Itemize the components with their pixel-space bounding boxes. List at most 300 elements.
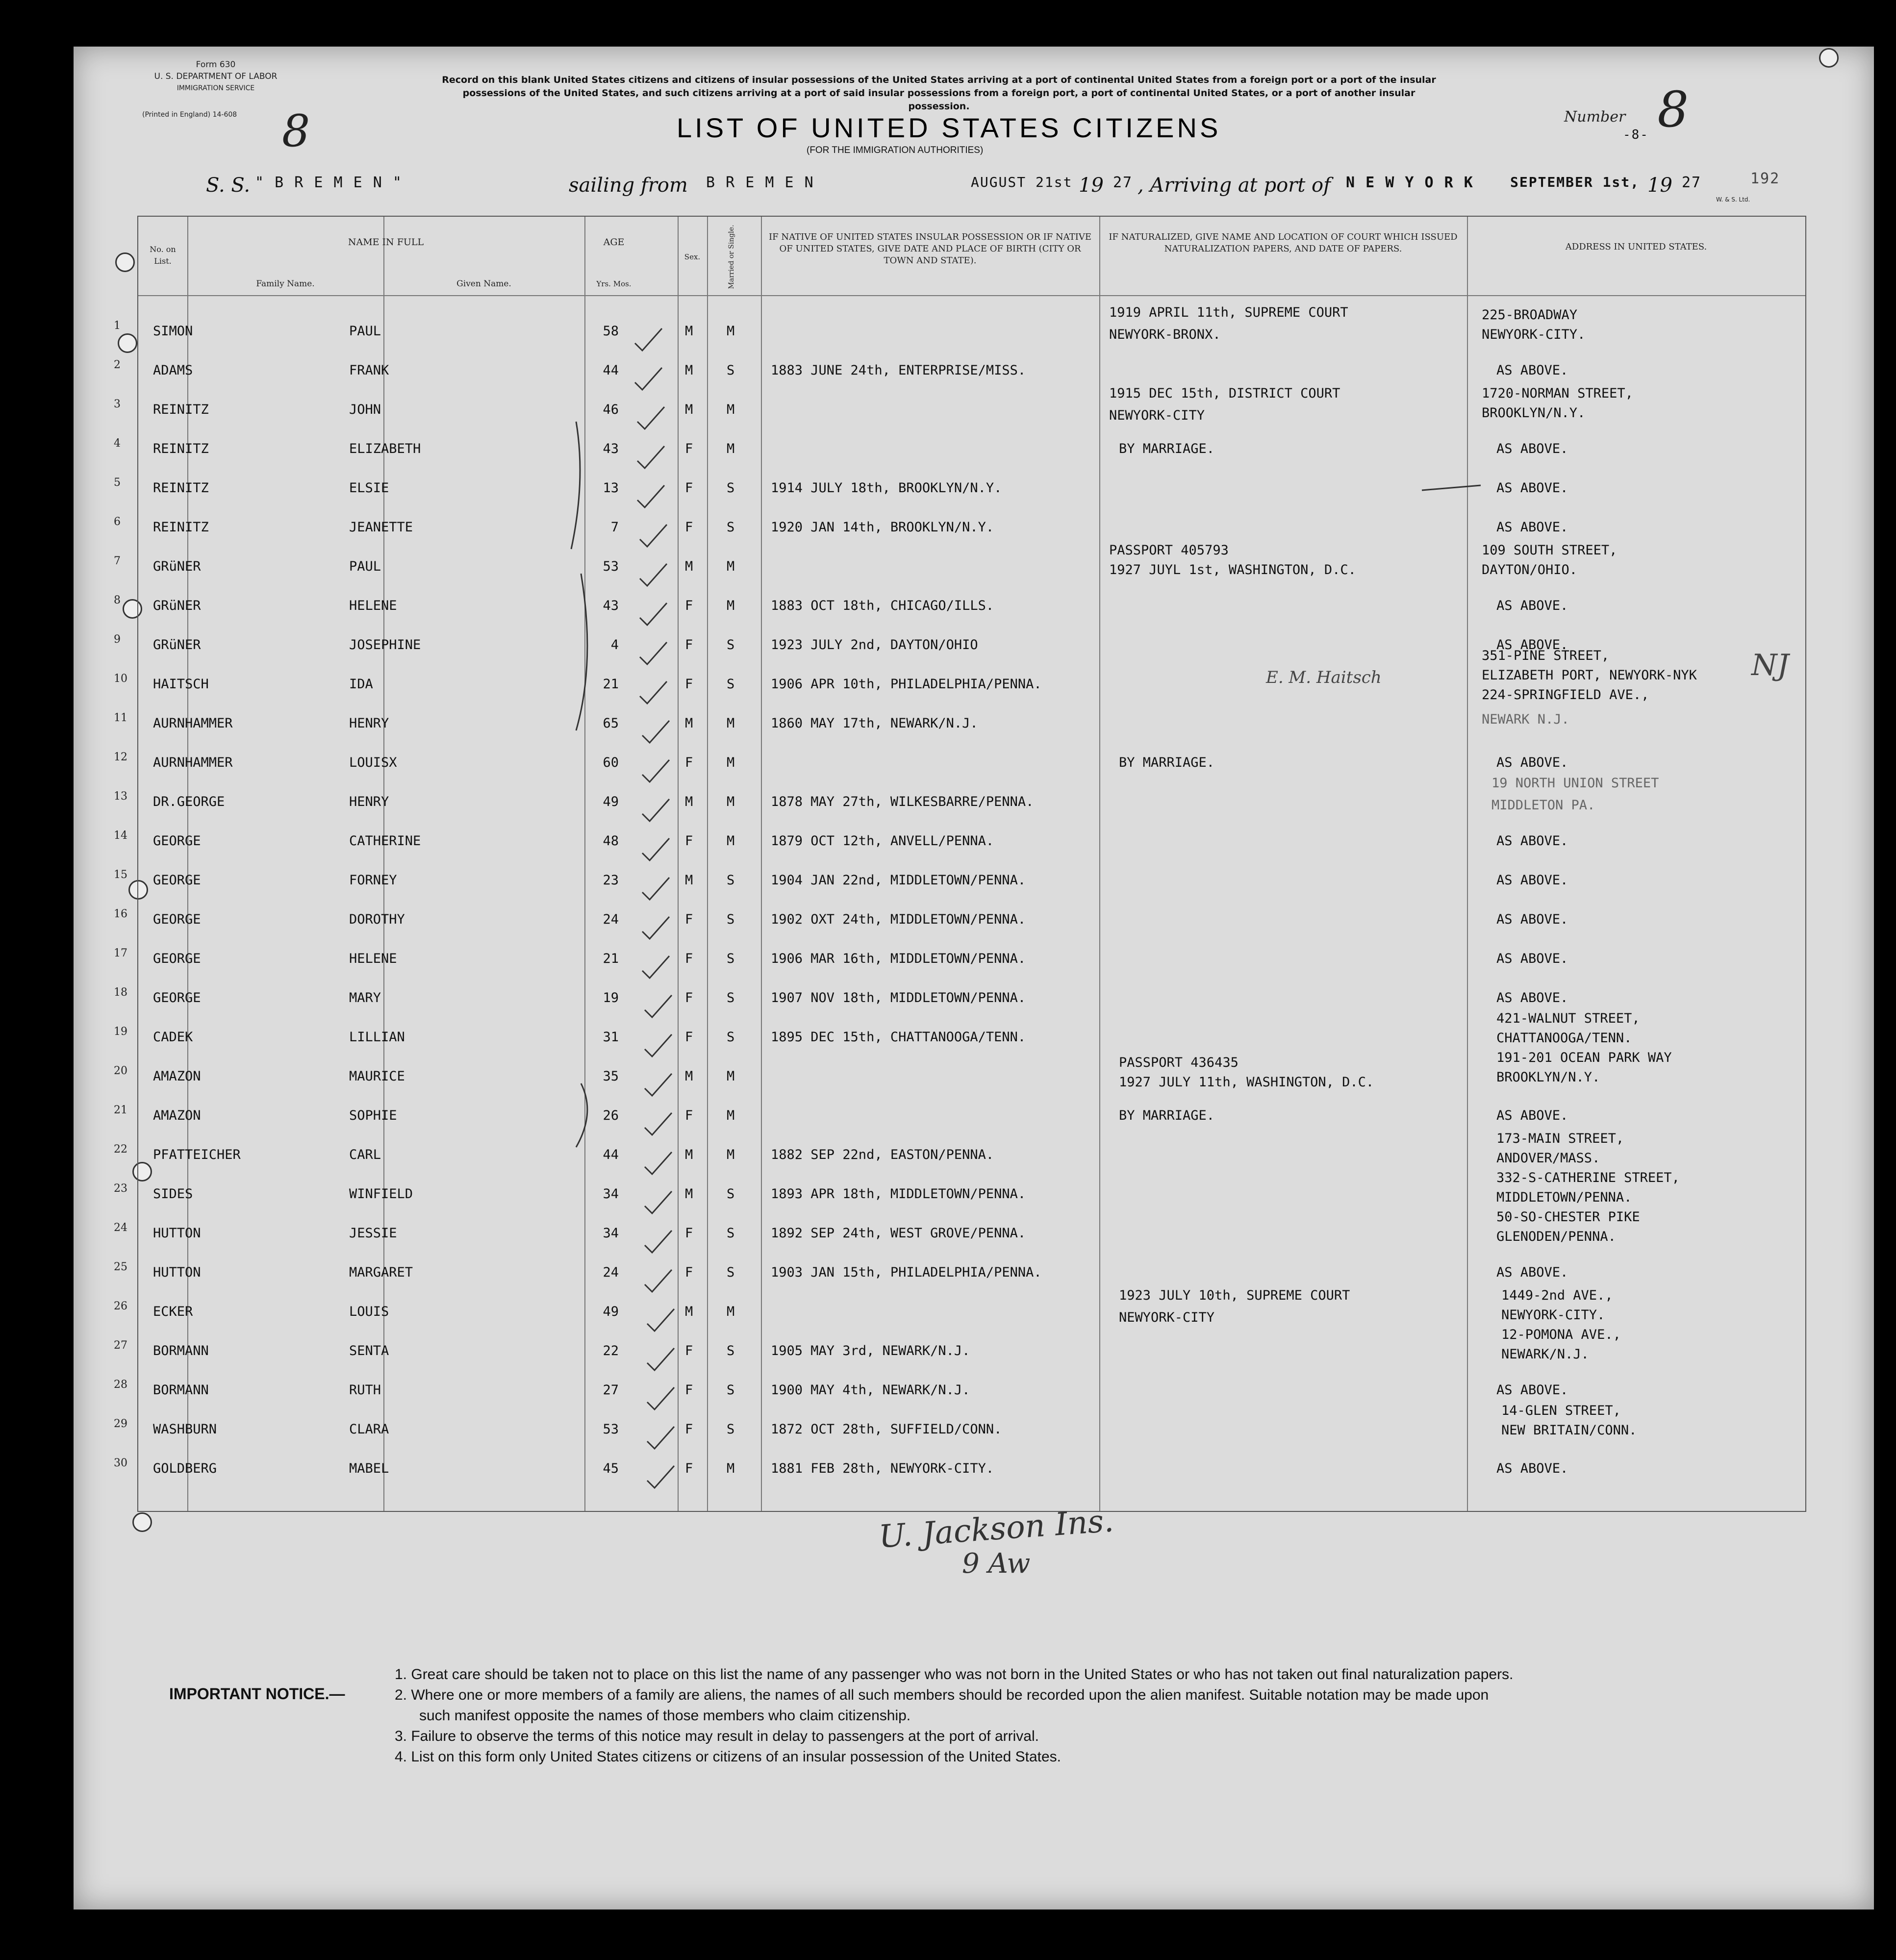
notice-heading: IMPORTANT NOTICE.— <box>169 1685 345 1703</box>
row-number: 15 <box>114 869 127 881</box>
inspector-signature-2: 9 Aw <box>962 1548 1031 1580</box>
departure-year: 27 <box>1113 174 1133 191</box>
address-entry: 173-MAIN STREET, <box>1496 1131 1624 1146</box>
cell-ms: S <box>727 677 735 692</box>
cell-birth: 1920 JAN 14th, BROOKLYN/N.Y. <box>771 520 994 535</box>
cell-family: GRüNER <box>153 559 201 574</box>
cell-given: DOROTHY <box>349 912 405 927</box>
cell-sex: F <box>685 755 693 770</box>
cell-age: 43 <box>603 441 619 456</box>
cell-ms: M <box>727 794 735 809</box>
printer-mark: W. & S. Ltd. <box>1716 196 1750 203</box>
cell-sex: F <box>685 1461 693 1476</box>
notice-item-2: 2. Where one or more members of a family are aliens, the names of all such members should be recorded upon the alien manifest. Suitable notation may be made upon <box>395 1687 1489 1703</box>
row-number: 12 <box>114 751 127 763</box>
cell-age: 45 <box>603 1461 619 1476</box>
cell-family: CADEK <box>153 1030 193 1045</box>
cell-sex: M <box>685 559 693 574</box>
cell-birth: 1892 SEP 24th, WEST GROVE/PENNA. <box>771 1226 1026 1241</box>
cell-sex: F <box>685 1030 693 1045</box>
intro-paragraph: Record on this blank United States citizens and citizens of insular possessions of the United States arriving at a port of continental United States from a foreign port or a port of the insular possessions of the United States, and such citizens arriving at a port of said insular possessions from a foreign port, a port of continental United States, or a port of another insular possession. <box>442 75 1436 112</box>
cell-birth: 1902 OXT 24th, MIDDLETOWN/PENNA. <box>771 912 1026 927</box>
address-entry: NEWYORK-CITY. <box>1482 327 1586 342</box>
cell-given: JOSEPHINE <box>349 637 421 653</box>
address-entry: NEWYORK-CITY. <box>1501 1307 1605 1323</box>
row-number: 5 <box>114 477 121 489</box>
cell-addr: AS ABOVE. <box>1496 1265 1568 1280</box>
col-age: AGE <box>603 237 625 248</box>
cell-age: 44 <box>603 363 619 378</box>
row-number: 3 <box>114 398 121 410</box>
cell-ms: S <box>727 1030 735 1045</box>
cell-family: REINITZ <box>153 480 209 496</box>
row-number: 19 <box>114 1026 127 1038</box>
page-subtitle: (FOR THE IMMIGRATION AUTHORITIES) <box>807 145 984 155</box>
inspector-signature: U. Jackson Ins. <box>878 1503 1115 1556</box>
cell-addr: AS ABOVE. <box>1496 480 1568 496</box>
cell-family: SIMON <box>153 324 193 339</box>
arrival-year: 27 <box>1682 174 1702 191</box>
cell-ms: M <box>727 1461 735 1476</box>
cell-given: MAURICE <box>349 1069 405 1084</box>
row-number: 20 <box>114 1065 127 1077</box>
cell-family: GEORGE <box>153 833 201 849</box>
row-number: 16 <box>114 908 127 920</box>
cell-sex: F <box>685 1382 693 1398</box>
cell-age: 35 <box>603 1069 619 1084</box>
cell-age: 24 <box>603 1265 619 1280</box>
cell-birth: 1903 JAN 15th, PHILADELPHIA/PENNA. <box>771 1265 1042 1280</box>
cell-ms: M <box>727 833 735 849</box>
col-married: Married or Single. <box>728 225 735 289</box>
cell-family: AURNHAMMER <box>153 755 233 770</box>
cell-sex: M <box>685 363 693 378</box>
cell-ms: M <box>727 559 735 574</box>
col-given: Given Name. <box>456 279 511 289</box>
cell-age: 53 <box>603 559 619 574</box>
cell-age: 23 <box>603 873 619 888</box>
row-number: 7 <box>114 555 121 567</box>
address-entry: MIDDLETOWN/PENNA. <box>1496 1190 1632 1205</box>
address-entry: 191-201 OCEAN PARK WAY <box>1496 1050 1672 1065</box>
nat-entry: 1915 DEC 15th, DISTRICT COURT <box>1109 386 1340 401</box>
row-number: 2 <box>114 359 121 371</box>
row-number: 11 <box>114 712 127 724</box>
cell-given: FORNEY <box>349 873 397 888</box>
cell-addr: AS ABOVE. <box>1496 833 1568 849</box>
cell-given: SENTA <box>349 1343 389 1358</box>
cell-given: ELIZABETH <box>349 441 421 456</box>
address-entry: CHATTANOOGA/TENN. <box>1496 1030 1632 1046</box>
row-number: 17 <box>114 947 127 959</box>
address-entry: 421-WALNUT STREET, <box>1496 1011 1640 1026</box>
cell-addr: AS ABOVE. <box>1496 520 1568 535</box>
address-entry: 1449-2nd AVE., <box>1501 1288 1613 1303</box>
cell-addr: AS ABOVE. <box>1496 363 1568 378</box>
cell-birth: 1881 FEB 28th, NEWYORK-CITY. <box>771 1461 994 1476</box>
cell-age: 48 <box>603 833 619 849</box>
cell-ms: M <box>727 1069 735 1084</box>
cell-sex: M <box>685 1069 693 1084</box>
row-number: 18 <box>114 986 127 999</box>
sailing-from-label: sailing from <box>569 174 688 197</box>
cell-sex: F <box>685 441 693 456</box>
sheet-mark: -8- <box>1623 127 1649 142</box>
col-address: ADDRESS IN UNITED STATES. <box>1565 242 1707 252</box>
cell-age: 65 <box>603 716 619 731</box>
cell-given: CATHERINE <box>349 833 421 849</box>
cell-birth: 1872 OCT 28th, SUFFIELD/CONN. <box>771 1422 1002 1437</box>
cell-birth: 1878 MAY 27th, WILKESBARRE/PENNA. <box>771 794 1034 809</box>
cell-given: PAUL <box>349 559 381 574</box>
cell-ms: M <box>727 1108 735 1123</box>
cell-birth: 1883 OCT 18th, CHICAGO/ILLS. <box>771 598 994 613</box>
address-entry: 109 SOUTH STREET, <box>1482 543 1618 558</box>
row-number: 27 <box>114 1339 127 1352</box>
cell-sex: M <box>685 1186 693 1202</box>
cell-sex: M <box>685 1304 693 1319</box>
address-entry: 12-POMONA AVE., <box>1501 1327 1621 1342</box>
notice-item-4: 4. List on this form only United States citizens or citizens of an insular possession of the United States. <box>395 1749 1062 1765</box>
row-number: 9 <box>114 633 121 646</box>
row-number: 22 <box>114 1143 127 1156</box>
cell-ms: M <box>727 324 735 339</box>
notice-item-2b: such manifest opposite the names of those members who claim citizenship. <box>419 1708 911 1724</box>
cell-given: JOHN <box>349 402 381 417</box>
number-label: Number <box>1564 108 1626 126</box>
passport-entry: PASSPORT 436435 <box>1119 1055 1239 1070</box>
cell-age: 4 <box>610 637 619 653</box>
row-number: 13 <box>114 790 127 803</box>
cell-sex: F <box>685 1108 693 1123</box>
cell-addr: AS ABOVE. <box>1496 1461 1568 1476</box>
arrival-year-prefix: 19 <box>1647 174 1672 197</box>
cell-age: 31 <box>603 1030 619 1045</box>
cell-birth: 1883 JUNE 24th, ENTERPRISE/MISS. <box>771 363 1026 378</box>
address-entry: BROOKLYN/N.Y. <box>1496 1070 1600 1085</box>
cell-sex: M <box>685 794 693 809</box>
address-entry: 1720-NORMAN STREET, <box>1482 386 1633 401</box>
year-note: 192 <box>1750 170 1780 187</box>
cell-birth: 1904 JAN 22nd, MIDDLETOWN/PENNA. <box>771 873 1026 888</box>
cell-age: 13 <box>603 480 619 496</box>
cell-sex: F <box>685 677 693 692</box>
address-entry: 332-S-CATHERINE STREET, <box>1496 1170 1680 1185</box>
col-no: No. on List. <box>150 245 176 266</box>
cell-sex: F <box>685 951 693 966</box>
row-number: 1 <box>114 320 121 332</box>
cell-sex: F <box>685 912 693 927</box>
cell-given: JEANETTE <box>349 520 413 535</box>
cell-ms: S <box>727 912 735 927</box>
arrival-port: N E W Y O R K <box>1346 174 1474 191</box>
cell-given: MABEL <box>349 1461 389 1476</box>
cell-age: 44 <box>603 1147 619 1162</box>
cell-age: 27 <box>603 1382 619 1398</box>
address-entry: 351-PINE STREET, <box>1482 648 1610 663</box>
cell-addr: AS ABOVE. <box>1496 637 1568 653</box>
address-entry: 19 NORTH UNION STREET <box>1492 776 1659 791</box>
service: IMMIGRATION SERVICE <box>177 84 255 92</box>
cell-ms: S <box>727 1343 735 1358</box>
cell-age: 53 <box>603 1422 619 1437</box>
cell-family: SIDES <box>153 1186 193 1202</box>
cell-addr: AS ABOVE. <box>1496 1108 1568 1123</box>
cell-sex: F <box>685 833 693 849</box>
row-number: 23 <box>114 1182 127 1195</box>
cell-sex: M <box>685 324 693 339</box>
cell-addr: AS ABOVE. <box>1496 951 1568 966</box>
nat-entry: NEWYORK-CITY <box>1109 408 1205 423</box>
cell-family: BORMANN <box>153 1343 209 1358</box>
cell-birth: 1905 MAY 3rd, NEWARK/N.J. <box>771 1343 970 1358</box>
cell-birth: 1895 DEC 15th, CHATTANOOGA/TENN. <box>771 1030 1026 1045</box>
cell-birth: 1923 JULY 2nd, DAYTON/OHIO <box>771 637 978 653</box>
cell-age: 7 <box>610 520 619 535</box>
cell-given: LOUISX <box>349 755 397 770</box>
col-yrs-mos: Yrs. Mos. <box>596 279 632 288</box>
cell-ms: S <box>727 1265 735 1280</box>
cell-family: REINITZ <box>153 520 209 535</box>
cell-birth: 1879 OCT 12th, ANVELL/PENNA. <box>771 833 994 849</box>
row-number: 8 <box>114 594 121 606</box>
cell-sex: F <box>685 1422 693 1437</box>
cell-family: REINITZ <box>153 441 209 456</box>
passport-entry: PASSPORT 405793 <box>1109 543 1229 558</box>
nat-entry: NEWYORK-BRONX. <box>1109 327 1221 342</box>
cell-family: AMAZON <box>153 1069 201 1084</box>
cell-age: 34 <box>603 1186 619 1202</box>
cell-given: JESSIE <box>349 1226 397 1241</box>
cell-given: WINFIELD <box>349 1186 413 1202</box>
cell-family: GEORGE <box>153 873 201 888</box>
cell-given: SOPHIE <box>349 1108 397 1123</box>
cell-ms: S <box>727 873 735 888</box>
cell-birth: 1860 MAY 17th, NEWARK/N.J. <box>771 716 978 731</box>
cell-ms: M <box>727 402 735 417</box>
cell-ms: S <box>727 1226 735 1241</box>
row-number: 21 <box>114 1104 127 1116</box>
cell-given: MARY <box>349 990 381 1005</box>
cell-family: GRüNER <box>153 598 201 613</box>
row-number: 30 <box>114 1457 127 1469</box>
department: U. S. DEPARTMENT OF LABOR <box>154 72 278 81</box>
cell-given: ELSIE <box>349 480 389 496</box>
cell-sex: F <box>685 1343 693 1358</box>
col-sex: Sex. <box>684 252 701 261</box>
col-naturalized: IF NATURALIZED, GIVE NAME AND LOCATION OF COURT WHICH ISSUED NATURALIZATION PAPERS, AND DATE OF PAPERS. <box>1109 232 1458 254</box>
cell-age: 19 <box>603 990 619 1005</box>
cell-given: PAUL <box>349 324 381 339</box>
cell-sex: F <box>685 1265 693 1280</box>
cell-given: MARGARET <box>349 1265 413 1280</box>
cell-age: 60 <box>603 755 619 770</box>
cell-family: WASHBURN <box>153 1422 217 1437</box>
cell-birth: 1906 APR 10th, PHILADELPHIA/PENNA. <box>771 677 1042 692</box>
address-entry: MIDDLETON PA. <box>1492 798 1595 813</box>
ss-label: S. S. <box>206 174 251 197</box>
row-number: 24 <box>114 1222 127 1234</box>
cell-addr: AS ABOVE. <box>1496 1382 1568 1398</box>
cell-given: HELENE <box>349 951 397 966</box>
cell-addr: AS ABOVE. <box>1496 755 1568 770</box>
cell-age: 49 <box>603 794 619 809</box>
cell-given: RUTH <box>349 1382 381 1398</box>
col-family: Family Name. <box>256 279 315 289</box>
cell-family: HUTTON <box>153 1226 201 1241</box>
cell-ms: M <box>727 441 735 456</box>
cell-birth: 1893 APR 18th, MIDDLETOWN/PENNA. <box>771 1186 1026 1202</box>
cell-age: 26 <box>603 1108 619 1123</box>
cell-addr: AS ABOVE. <box>1496 990 1568 1005</box>
cell-ms: S <box>727 990 735 1005</box>
cell-family: GEORGE <box>153 990 201 1005</box>
cell-given: CLARA <box>349 1422 389 1437</box>
col-name-in-full: NAME IN FULL <box>348 237 424 248</box>
cell-family: HAITSCH <box>153 677 209 692</box>
notice-item-1: 1. Great care should be taken not to place on this list the name of any passenger who was not born in the United States or who has not taken out final naturalization papers. <box>395 1666 1514 1683</box>
cell-family: GEORGE <box>153 951 201 966</box>
cell-ms: S <box>727 1422 735 1437</box>
cell-age: 24 <box>603 912 619 927</box>
cell-given: IDA <box>349 677 373 692</box>
cell-addr: AS ABOVE. <box>1496 873 1568 888</box>
cell-nat: BY MARRIAGE. <box>1119 441 1215 456</box>
cell-given: LOUIS <box>349 1304 389 1319</box>
cell-ms: S <box>727 951 735 966</box>
cell-ms: M <box>727 1147 735 1162</box>
notice-item-3: 3. Failure to observe the terms of this notice may result in delay to passengers at the port of arrival. <box>395 1728 1039 1744</box>
cell-family: GOLDBERG <box>153 1461 217 1476</box>
nat-entry: 1919 APRIL 11th, SUPREME COURT <box>1109 305 1348 320</box>
cell-family: BORMANN <box>153 1382 209 1398</box>
page-title: LIST OF UNITED STATES CITIZENS <box>677 112 1221 143</box>
cell-addr: AS ABOVE. <box>1496 598 1568 613</box>
cell-nat: BY MARRIAGE. <box>1119 755 1215 770</box>
cell-sex: F <box>685 520 693 535</box>
row-number: 29 <box>114 1418 127 1430</box>
departure-port: B R E M E N <box>706 174 814 191</box>
row-number: 14 <box>114 829 127 842</box>
printed-note: (Printed in England) 14-608 <box>142 111 237 119</box>
cell-given: LILLIAN <box>349 1030 405 1045</box>
cell-sex: F <box>685 1226 693 1241</box>
cell-family: AMAZON <box>153 1108 201 1123</box>
page-mark: 8 <box>282 105 310 157</box>
cell-sex: F <box>685 598 693 613</box>
nat-entry: 1923 JULY 10th, SUPREME COURT <box>1119 1288 1350 1303</box>
cell-addr: AS ABOVE. <box>1496 912 1568 927</box>
cell-ms: S <box>727 363 735 378</box>
cell-sex: F <box>685 990 693 1005</box>
cell-family: GEORGE <box>153 912 201 927</box>
handwritten-note: NJ <box>1751 648 1789 682</box>
cell-sex: M <box>685 716 693 731</box>
cell-family: PFATTEICHER <box>153 1147 241 1162</box>
cell-birth: 1906 MAR 16th, MIDDLETOWN/PENNA. <box>771 951 1026 966</box>
row-number: 25 <box>114 1261 127 1273</box>
row-number: 28 <box>114 1379 127 1391</box>
departure-year-prefix: 19 <box>1079 174 1104 197</box>
cell-given: HENRY <box>349 716 389 731</box>
address-entry: 14-GLEN STREET, <box>1501 1403 1621 1418</box>
cell-ms: M <box>727 755 735 770</box>
row-number: 26 <box>114 1300 127 1312</box>
col-native: IF NATIVE OF UNITED STATES INSULAR POSSESSION OR IF NATIVE OF UNITED STATES, GIVE DATE AND PLACE OF BIRTH (CITY OR TOWN AND STATE). <box>769 232 1091 266</box>
cell-ms: S <box>727 1186 735 1202</box>
row-number: 10 <box>114 673 127 685</box>
cell-age: 43 <box>603 598 619 613</box>
cell-ms: M <box>727 1304 735 1319</box>
cell-family: DR.GEORGE <box>153 794 225 809</box>
address-entry: NEW BRITAIN/CONN. <box>1501 1423 1637 1438</box>
address-entry: BROOKLYN/N.Y. <box>1482 405 1586 421</box>
cell-family: AURNHAMMER <box>153 716 233 731</box>
cell-given: CARL <box>349 1147 381 1162</box>
address-entry: DAYTON/OHIO. <box>1482 562 1578 578</box>
row-number: 6 <box>114 516 121 528</box>
arriving-label: , Arriving at port of <box>1138 174 1331 197</box>
address-entry: NEWARK N.J. <box>1482 712 1569 727</box>
cell-ms: S <box>727 637 735 653</box>
cell-ms: S <box>727 1382 735 1398</box>
cell-ms: M <box>727 716 735 731</box>
cell-birth: 1900 MAY 4th, NEWARK/N.J. <box>771 1382 970 1398</box>
ship-name: " B R E M E N " <box>255 174 403 191</box>
cell-birth: 1907 NOV 18th, MIDDLETOWN/PENNA. <box>771 990 1026 1005</box>
address-entry: 50-SO-CHESTER PIKE <box>1496 1209 1640 1225</box>
form-number: Form 630 <box>196 60 236 70</box>
cell-age: 46 <box>603 402 619 417</box>
cell-given: HELENE <box>349 598 397 613</box>
passport-date: 1927 JULY 11th, WASHINGTON, D.C. <box>1119 1075 1374 1090</box>
cell-age: 58 <box>603 324 619 339</box>
cell-addr: AS ABOVE. <box>1496 441 1568 456</box>
cell-family: ECKER <box>153 1304 193 1319</box>
cell-ms: S <box>727 520 735 535</box>
address-entry: 224-SPRINGFIELD AVE., <box>1482 687 1649 703</box>
number-value: 8 <box>1657 81 1689 138</box>
cell-sex: M <box>685 1147 693 1162</box>
cell-nat: BY MARRIAGE. <box>1119 1108 1215 1123</box>
cell-age: 49 <box>603 1304 619 1319</box>
cell-given: HENRY <box>349 794 389 809</box>
nat-entry: NEWYORK-CITY <box>1119 1310 1215 1325</box>
cell-sex: M <box>685 873 693 888</box>
cell-birth: 1882 SEP 22nd, EASTON/PENNA. <box>771 1147 994 1162</box>
cell-age: 21 <box>603 951 619 966</box>
arrival-date: SEPTEMBER 1st, <box>1510 174 1640 190</box>
handwritten-note: E. M. Haitsch <box>1266 668 1382 687</box>
address-entry: NEWARK/N.J. <box>1501 1347 1589 1362</box>
address-entry: 225-BROADWAY <box>1482 307 1578 323</box>
cell-age: 22 <box>603 1343 619 1358</box>
cell-birth: 1914 JULY 18th, BROOKLYN/N.Y. <box>771 480 1002 496</box>
cell-sex: M <box>685 402 693 417</box>
cell-family: REINITZ <box>153 402 209 417</box>
cell-given: FRANK <box>349 363 389 378</box>
cell-sex: F <box>685 637 693 653</box>
cell-ms: M <box>727 598 735 613</box>
address-entry: GLENODEN/PENNA. <box>1496 1229 1616 1244</box>
cell-age: 34 <box>603 1226 619 1241</box>
address-entry: ELIZABETH PORT, NEWYORK-NYK <box>1482 668 1697 683</box>
cell-family: HUTTON <box>153 1265 201 1280</box>
cell-family: GRüNER <box>153 637 201 653</box>
departure-date: AUGUST 21st <box>971 174 1073 190</box>
address-entry: ANDOVER/MASS. <box>1496 1151 1600 1166</box>
cell-age: 21 <box>603 677 619 692</box>
